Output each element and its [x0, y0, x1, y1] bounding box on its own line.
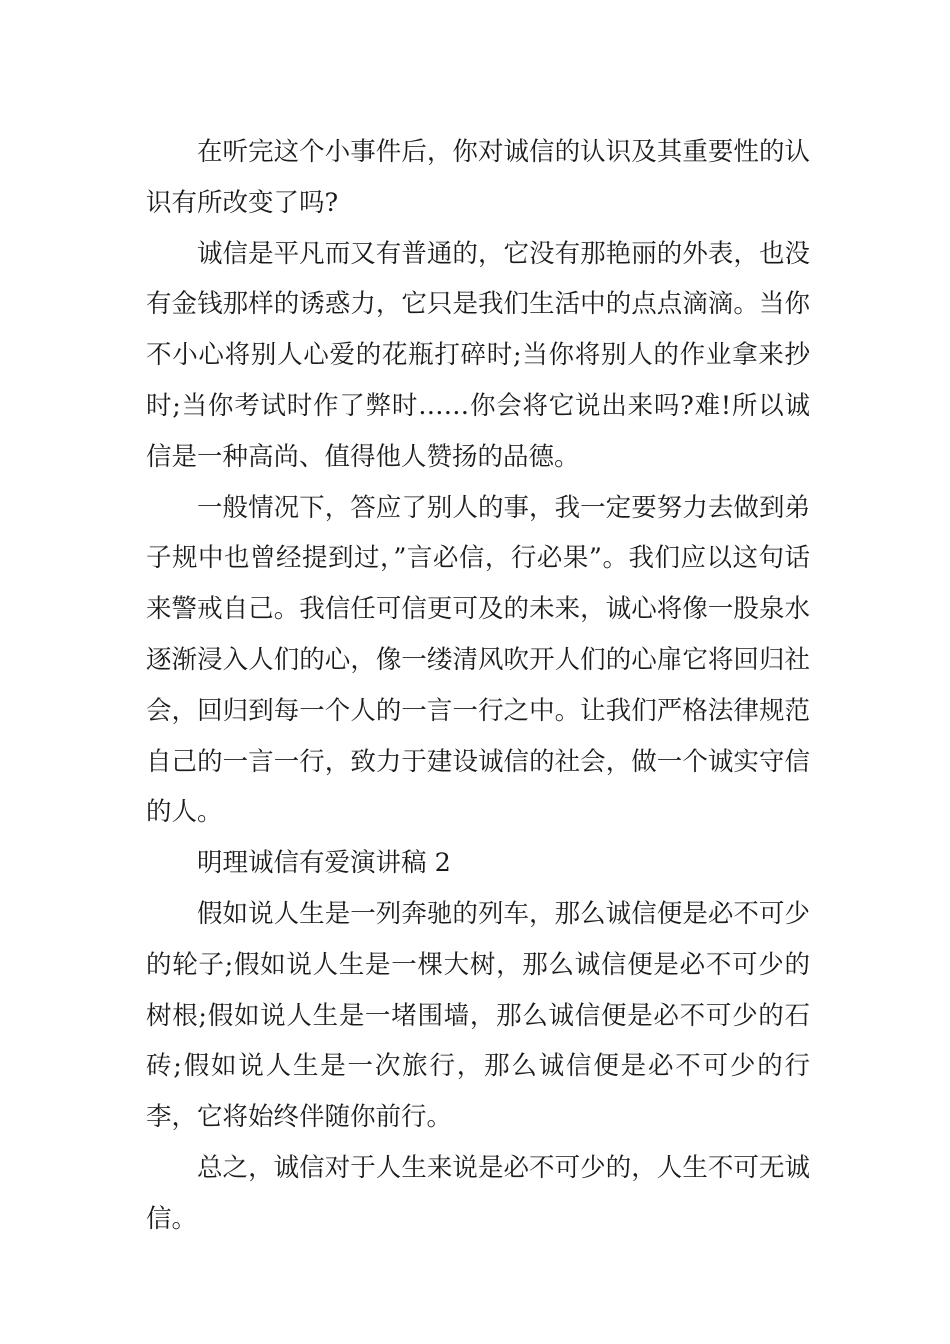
paragraph-1: 在听完这个小事件后，你对诚信的认识及其重要性的认识有所改变了吗? [146, 137, 810, 218]
section-title: 明理诚信有爱演讲稿 2 [197, 848, 451, 879]
paragraph-2: 诚信是平凡而又有普通的，它没有那艳丽的外表，也没有金钱那样的诱惑力，它只是我们生活中的点点滴滴。当你不小心将别人心爱的花瓶打碎时;当你将别人的作业拿来抄时;当你考试时作了弊时……你会将它说出来吗?难!所以诚信是一种高尚、值得他人赞扬的品德。 [146, 238, 810, 472]
document-body [146, 127, 810, 1245]
paragraph-5: 总之，诚信对于人生来说是必不可少的，人生不可无诚信。 [146, 1152, 810, 1234]
paragraph-4: 假如说人生是一列奔驰的列车，那么诚信便是必不可少的轮子;假如说人生是一棵大树，那么诚信便是必不可少的树根;假如说人生是一堵围墙，那么诚信便是必不可少的石砖;假如说人生是一次旅行，那么诚信便是必不可少的行李，它将始终伴随你前行。 [146, 898, 810, 1133]
paragraph-3: 一般情况下，答应了别人的事，我一定要努力去做到弟子规中也曾经提到过，”言必信，行必果”。我们应以这句话来警戒自己。我信任可信更可及的未来，诚心将像一股泉水逐渐浸入人们的心，像一缕清风吹开人们的心扉它将回归社会，回归到每一个人的一言一行之中。让我们严格法律规范自己的一言一行，致力于建设诚信的社会，做一个诚实守信的人。 [146, 492, 810, 828]
